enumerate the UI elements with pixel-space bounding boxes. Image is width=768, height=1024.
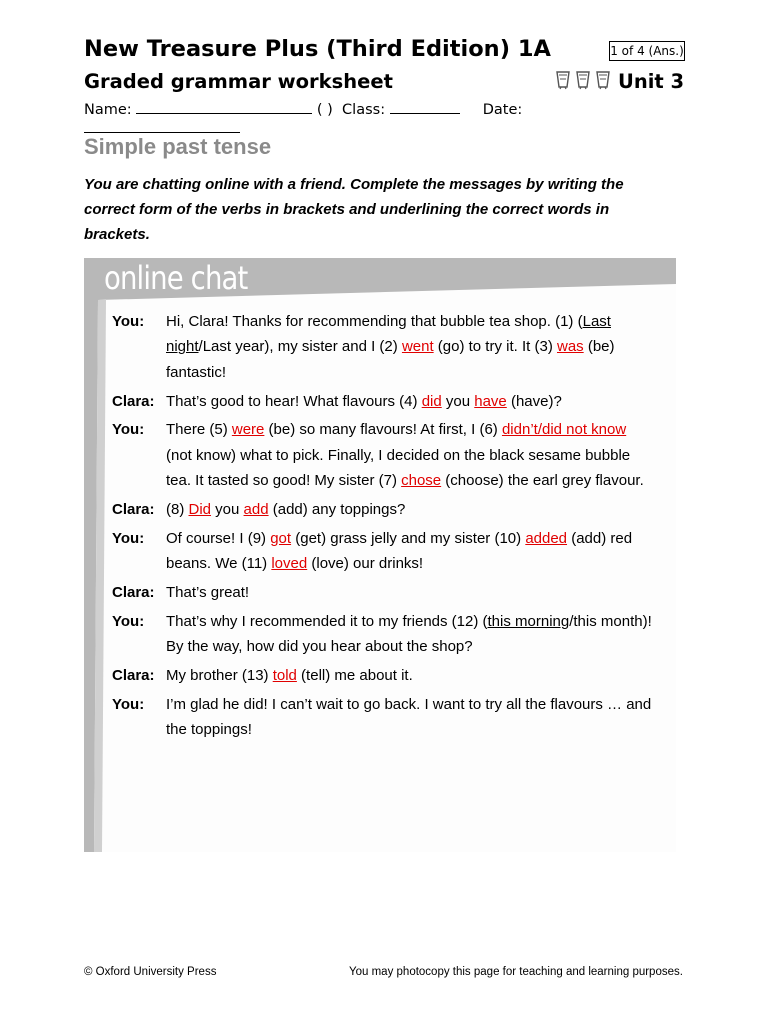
class-number-paren: ( ) bbox=[316, 102, 333, 118]
date-label: Date: bbox=[482, 102, 523, 118]
message-fragment: you bbox=[211, 501, 244, 519]
message-fragment: you bbox=[441, 392, 475, 410]
chat-messages bbox=[112, 309, 656, 746]
message-text bbox=[166, 389, 656, 414]
message-fragment: /this month)! By the way, how did you hear about the shop? bbox=[166, 612, 652, 656]
difficulty-icons bbox=[555, 70, 613, 90]
answer-word: didn’t/did not know bbox=[501, 421, 627, 439]
underlined-choice: Last night bbox=[166, 313, 611, 356]
answer-word: got bbox=[270, 529, 292, 547]
answer-word: add bbox=[243, 501, 269, 519]
message-text bbox=[166, 580, 656, 605]
chat-message bbox=[112, 497, 656, 522]
answer-word: told bbox=[272, 667, 297, 685]
message-text bbox=[166, 417, 656, 493]
message-fragment: (be) so many flavours! At first, I (6) bbox=[264, 421, 502, 439]
message-speaker: Clara: bbox=[112, 501, 155, 519]
class-label: Class: bbox=[342, 102, 386, 118]
chat-message bbox=[112, 389, 656, 414]
message-fragment: My brother (13) bbox=[166, 667, 273, 685]
worksheet-title: New Treasure Plus (Third Edition) 1A bbox=[84, 36, 551, 62]
answer-word: did bbox=[421, 392, 442, 410]
chat-message bbox=[112, 692, 656, 743]
page-number-box bbox=[609, 41, 685, 61]
chat-message bbox=[112, 309, 656, 385]
message-text bbox=[166, 309, 656, 385]
chat-title: online chat bbox=[104, 259, 248, 297]
message-speaker: Clara: bbox=[112, 584, 155, 602]
chat-message bbox=[112, 580, 656, 605]
page-number-text: 1 of 4 (Ans.) bbox=[610, 44, 684, 58]
message-speaker: Clara: bbox=[112, 392, 155, 410]
chat-message bbox=[112, 526, 656, 577]
worksheet-subtitle: Graded grammar worksheet bbox=[84, 70, 393, 93]
answer-word: was bbox=[556, 338, 584, 356]
message-text bbox=[166, 526, 656, 577]
date-blank[interactable] bbox=[84, 119, 240, 133]
message-fragment: (go) to try it. It (3) bbox=[433, 338, 557, 356]
message-fragment: That’s great! bbox=[166, 584, 250, 602]
answer-word: loved bbox=[271, 555, 308, 573]
answer-word: added bbox=[525, 529, 568, 547]
message-speaker: You: bbox=[112, 313, 145, 330]
message-speaker: You: bbox=[112, 421, 145, 439]
message-text bbox=[166, 497, 656, 522]
chat-message bbox=[112, 417, 656, 493]
message-speaker: You: bbox=[112, 612, 145, 630]
message-speaker: You: bbox=[112, 695, 145, 713]
message-fragment: (8) bbox=[166, 501, 189, 519]
unit-label: Unit 3 bbox=[618, 70, 685, 93]
message-speaker: You: bbox=[112, 529, 145, 547]
instructions: You are chatting online with a friend. Complete the messages by writing the correct form of the verbs in brackets and underlining the correct words in brackets. bbox=[84, 176, 624, 243]
message-text bbox=[166, 663, 656, 688]
message-fragment: /Last year), my sister and I (2) bbox=[198, 338, 402, 356]
message-fragment: (get) grass jelly and my sister (10) bbox=[291, 529, 526, 547]
answer-word: chose bbox=[401, 472, 442, 490]
answer-word: Did bbox=[188, 501, 212, 519]
copyright-footer: © Oxford University Press bbox=[84, 966, 217, 978]
message-fragment: (love) our drinks! bbox=[307, 555, 424, 573]
student-info-line bbox=[84, 100, 684, 138]
name-label: Name: bbox=[84, 102, 132, 118]
message-fragment: (be) fantastic! bbox=[166, 338, 615, 381]
message-text bbox=[166, 609, 656, 660]
mug-icon bbox=[555, 70, 573, 90]
name-blank[interactable] bbox=[136, 100, 312, 114]
message-fragment: That’s why I recommended it to my friends (12) ( bbox=[166, 612, 488, 630]
mug-icon bbox=[575, 70, 593, 90]
message-fragment: (not know) what to pick. Finally, I decided on the black sesame bubble tea. It tasted so good! My sister (7) bbox=[166, 446, 631, 490]
message-text bbox=[166, 692, 656, 743]
photocopy-footer: You may photocopy this page for teaching and learning purposes. bbox=[349, 966, 683, 978]
message-fragment: (add) red beans. We (11) bbox=[166, 529, 633, 573]
answer-word: have bbox=[474, 392, 507, 410]
message-fragment: Of course! I (9) bbox=[166, 529, 271, 547]
message-fragment: (add) any toppings? bbox=[268, 501, 406, 519]
answer-word: were bbox=[231, 421, 265, 439]
message-fragment: That’s good to hear! What flavours (4) bbox=[166, 392, 422, 410]
message-fragment: There (5) bbox=[166, 421, 232, 439]
chat-message bbox=[112, 609, 656, 660]
message-fragment: (have)? bbox=[506, 392, 562, 410]
mug-icon bbox=[595, 70, 613, 90]
message-fragment: Hi, Clara! Thanks for recommending that bubble tea shop. (1) ( bbox=[166, 313, 583, 330]
answer-word: went bbox=[401, 338, 434, 356]
topic-heading: Simple past tense bbox=[84, 134, 272, 159]
underlined-choice: this morning bbox=[487, 612, 570, 630]
chat-message bbox=[112, 663, 656, 688]
message-speaker: Clara: bbox=[112, 667, 155, 685]
message-fragment: I’m glad he did! I can’t wait to go back. I want to try all the flavours … and the toppings! bbox=[166, 695, 652, 739]
message-fragment: (tell) me about it. bbox=[296, 667, 413, 685]
class-blank[interactable] bbox=[390, 100, 460, 114]
message-fragment: (choose) the earl grey flavour. bbox=[441, 472, 644, 490]
